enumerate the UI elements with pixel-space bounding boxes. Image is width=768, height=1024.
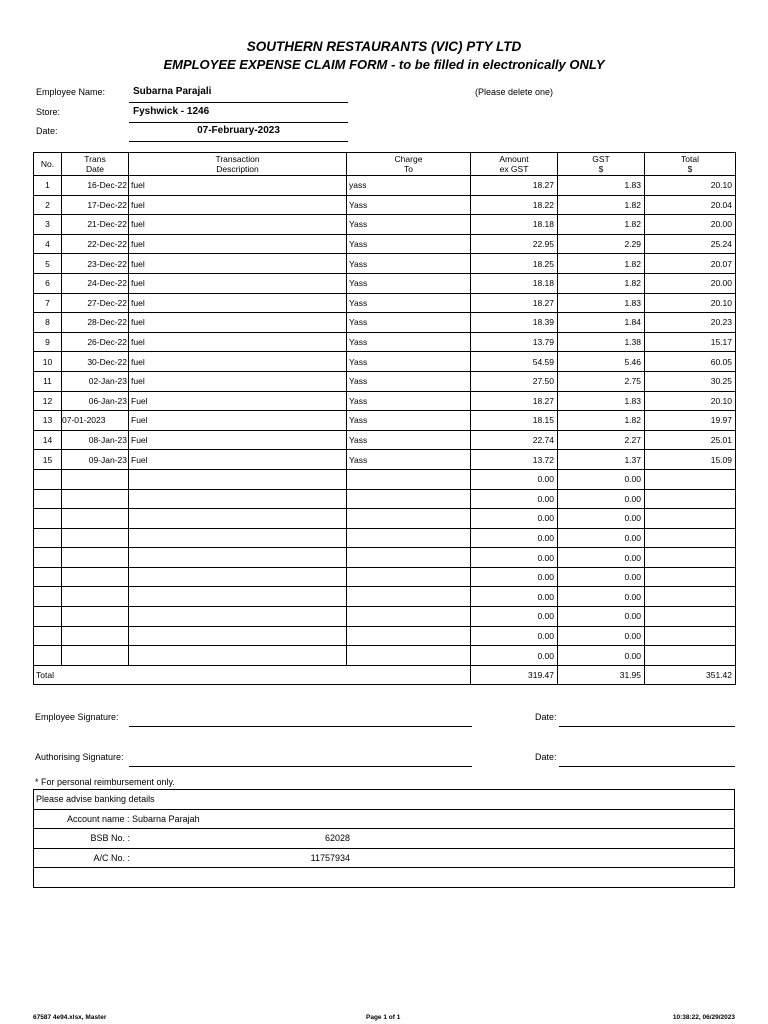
row-charge-to[interactable]: Yass xyxy=(347,411,471,431)
row-number[interactable]: 1 xyxy=(34,176,62,196)
row-amount[interactable]: 18.27 xyxy=(471,293,558,313)
total-amount: 319.47 xyxy=(471,665,558,685)
row-gst[interactable]: 5.46 xyxy=(558,352,645,372)
row-gst[interactable]: 1.82 xyxy=(558,215,645,235)
row-trans-date[interactable]: 27-Dec-22 xyxy=(62,293,129,313)
row-description[interactable]: fuel xyxy=(129,332,347,352)
row-amount[interactable]: 22.95 xyxy=(471,234,558,254)
row-trans-date[interactable]: 09-Jan-23 xyxy=(62,450,129,470)
row-description[interactable]: fuel xyxy=(129,254,347,274)
row-number[interactable] xyxy=(34,587,62,607)
row-trans-date[interactable]: 26-Dec-22 xyxy=(62,332,129,352)
header-amount: Amount ex GST xyxy=(471,153,558,176)
row-total[interactable] xyxy=(645,587,736,607)
row-trans-date[interactable]: 21-Dec-22 xyxy=(62,215,129,235)
row-trans-date[interactable] xyxy=(62,528,129,548)
row-description[interactable] xyxy=(129,626,347,646)
row-gst[interactable]: 0.00 xyxy=(558,469,645,489)
row-description[interactable]: Fuel xyxy=(129,450,347,470)
row-amount[interactable]: 18.15 xyxy=(471,411,558,431)
row-total[interactable]: 30.25 xyxy=(645,371,736,391)
row-total[interactable] xyxy=(645,489,736,509)
row-description[interactable]: fuel xyxy=(129,234,347,254)
row-gst[interactable]: 2.29 xyxy=(558,234,645,254)
row-description[interactable]: Fuel xyxy=(129,391,347,411)
row-charge-to[interactable]: Yass xyxy=(347,391,471,411)
row-amount[interactable]: 27.50 xyxy=(471,371,558,391)
banking-advise: Please advise banking details xyxy=(34,790,735,810)
row-trans-date[interactable] xyxy=(62,626,129,646)
row-gst[interactable]: 2.75 xyxy=(558,371,645,391)
row-charge-to[interactable]: Yass xyxy=(347,352,471,372)
row-amount[interactable]: 0.00 xyxy=(471,646,558,666)
row-gst[interactable]: 1.37 xyxy=(558,450,645,470)
row-trans-date[interactable]: 07-01-2023 xyxy=(62,411,129,431)
row-charge-to[interactable] xyxy=(347,469,471,489)
row-gst[interactable]: 1.83 xyxy=(558,293,645,313)
form-title: EMPLOYEE EXPENSE CLAIM FORM - to be filled in electronically ONLY xyxy=(163,57,605,72)
footer-page: Page 1 of 1 xyxy=(366,1014,401,1021)
row-trans-date[interactable]: 28-Dec-22 xyxy=(62,313,129,333)
row-charge-to[interactable]: Yass xyxy=(347,332,471,352)
row-total[interactable]: 25.01 xyxy=(645,430,736,450)
row-gst[interactable]: 0.00 xyxy=(558,548,645,568)
row-amount[interactable]: 18.22 xyxy=(471,195,558,215)
row-gst[interactable]: 0.00 xyxy=(558,528,645,548)
row-trans-date[interactable]: 16-Dec-22 xyxy=(62,176,129,196)
row-description[interactable] xyxy=(129,607,347,627)
row-gst[interactable]: 1.82 xyxy=(558,273,645,293)
row-trans-date[interactable]: 22-Dec-22 xyxy=(62,234,129,254)
row-amount[interactable]: 54.59 xyxy=(471,352,558,372)
row-charge-to[interactable] xyxy=(347,548,471,568)
row-total[interactable]: 19.97 xyxy=(645,411,736,431)
table-row xyxy=(34,587,736,607)
table-row xyxy=(34,489,736,509)
row-gst[interactable]: 0.00 xyxy=(558,489,645,509)
row-total[interactable]: 25.24 xyxy=(645,234,736,254)
row-charge-to[interactable] xyxy=(347,646,471,666)
row-gst[interactable]: 0.00 xyxy=(558,607,645,627)
header-gst: GST $ xyxy=(558,153,645,176)
row-trans-date[interactable] xyxy=(62,646,129,666)
row-total[interactable]: 20.23 xyxy=(645,313,736,333)
row-number[interactable]: 7 xyxy=(34,293,62,313)
row-charge-to[interactable] xyxy=(347,607,471,627)
row-description[interactable]: fuel xyxy=(129,215,347,235)
row-trans-date[interactable] xyxy=(62,469,129,489)
row-charge-to[interactable]: Yass xyxy=(347,195,471,215)
row-number[interactable]: 11 xyxy=(34,371,62,391)
table-header-row xyxy=(34,153,736,176)
row-amount[interactable]: 22.74 xyxy=(471,430,558,450)
row-amount[interactable]: 0.00 xyxy=(471,567,558,587)
row-number[interactable] xyxy=(34,509,62,529)
row-trans-date[interactable]: 08-Jan-23 xyxy=(62,430,129,450)
row-description[interactable]: Fuel xyxy=(129,411,347,431)
row-total[interactable] xyxy=(645,548,736,568)
row-trans-date[interactable]: 30-Dec-22 xyxy=(62,352,129,372)
row-total[interactable]: 20.00 xyxy=(645,273,736,293)
header-charge-to: Charge To xyxy=(347,153,471,176)
row-number[interactable] xyxy=(34,626,62,646)
row-description[interactable] xyxy=(129,489,347,509)
row-description[interactable] xyxy=(129,509,347,529)
row-number[interactable]: 4 xyxy=(34,234,62,254)
row-gst[interactable]: 0.00 xyxy=(558,646,645,666)
authorising-date-label: Date: xyxy=(535,752,557,762)
header-trans-date: Trans Date xyxy=(62,153,129,176)
ac-label: A/C No. : xyxy=(93,852,130,863)
table-row xyxy=(34,273,736,293)
row-gst[interactable]: 1.38 xyxy=(558,332,645,352)
row-charge-to[interactable] xyxy=(347,509,471,529)
table-row xyxy=(34,430,736,450)
row-description[interactable]: fuel xyxy=(129,313,347,333)
row-number[interactable]: 9 xyxy=(34,332,62,352)
row-description[interactable] xyxy=(129,548,347,568)
account-name-row xyxy=(34,809,735,829)
expense-table xyxy=(33,152,736,685)
row-description[interactable] xyxy=(129,587,347,607)
row-amount[interactable]: 13.72 xyxy=(471,450,558,470)
delete-note: (Please delete one) xyxy=(475,87,554,97)
total-label: Total xyxy=(34,665,471,685)
row-total[interactable]: 20.00 xyxy=(645,215,736,235)
row-number[interactable]: 5 xyxy=(34,254,62,274)
row-gst[interactable]: 1.82 xyxy=(558,254,645,274)
row-number[interactable] xyxy=(34,469,62,489)
ac-row xyxy=(34,848,735,868)
table-row xyxy=(34,567,736,587)
row-total[interactable] xyxy=(645,607,736,627)
row-total[interactable]: 20.10 xyxy=(645,391,736,411)
row-number[interactable]: 15 xyxy=(34,450,62,470)
row-trans-date[interactable]: 06-Jan-23 xyxy=(62,391,129,411)
row-charge-to[interactable] xyxy=(347,528,471,548)
row-description[interactable]: fuel xyxy=(129,273,347,293)
row-number[interactable]: 6 xyxy=(34,273,62,293)
row-total[interactable] xyxy=(645,646,736,666)
row-gst[interactable]: 0.00 xyxy=(558,587,645,607)
row-charge-to[interactable] xyxy=(347,587,471,607)
banking-details-table xyxy=(33,789,735,888)
row-number[interactable]: 3 xyxy=(34,215,62,235)
row-total[interactable] xyxy=(645,528,736,548)
row-number[interactable] xyxy=(34,607,62,627)
row-trans-date[interactable] xyxy=(62,607,129,627)
authorising-signature-line[interactable] xyxy=(129,766,472,767)
row-total[interactable]: 15.09 xyxy=(645,450,736,470)
bsb-value[interactable]: 62028 xyxy=(324,833,350,844)
ac-value[interactable]: 11757934 xyxy=(310,852,350,863)
bsb-row xyxy=(34,829,735,849)
header-no: No. xyxy=(34,153,62,176)
row-description[interactable] xyxy=(129,469,347,489)
row-gst[interactable]: 0.00 xyxy=(558,567,645,587)
row-trans-date[interactable]: 02-Jan-23 xyxy=(62,371,129,391)
row-amount[interactable]: 0.00 xyxy=(471,528,558,548)
authorising-signature-label: Authorising Signature: xyxy=(35,752,124,762)
row-amount[interactable]: 0.00 xyxy=(471,626,558,646)
footer-timestamp: 10:38:22, 06/29/2023 xyxy=(672,1014,735,1021)
row-charge-to[interactable]: Yass xyxy=(347,371,471,391)
total-row xyxy=(34,665,736,685)
table-row xyxy=(34,607,736,627)
row-description[interactable]: fuel xyxy=(129,293,347,313)
row-amount[interactable]: 0.00 xyxy=(471,469,558,489)
row-charge-to[interactable]: Yass xyxy=(347,215,471,235)
row-gst[interactable]: 1.82 xyxy=(558,195,645,215)
row-amount[interactable]: 18.18 xyxy=(471,273,558,293)
row-amount[interactable]: 18.18 xyxy=(471,215,558,235)
row-total[interactable] xyxy=(645,509,736,529)
row-amount[interactable]: 0.00 xyxy=(471,509,558,529)
table-row xyxy=(34,254,736,274)
row-amount[interactable]: 18.25 xyxy=(471,254,558,274)
row-description[interactable]: fuel xyxy=(129,176,347,196)
total-total: 351.42 xyxy=(645,665,736,685)
row-amount[interactable]: 13.79 xyxy=(471,332,558,352)
store-label: Store: xyxy=(36,107,61,117)
table-row xyxy=(34,234,736,254)
account-name[interactable]: Account name : Subarna Parajah xyxy=(34,809,735,829)
employee-name-label: Employee Name: xyxy=(36,87,106,97)
row-gst[interactable]: 0.00 xyxy=(558,509,645,529)
row-total[interactable]: 20.10 xyxy=(645,293,736,313)
row-number[interactable] xyxy=(34,528,62,548)
total-gst: 31.95 xyxy=(558,665,645,685)
employee-name-value[interactable]: Subarna Parajali xyxy=(133,86,212,97)
row-charge-to[interactable]: Yass xyxy=(347,254,471,274)
date-underline xyxy=(129,141,348,142)
employee-name-underline xyxy=(129,102,348,103)
row-trans-date[interactable] xyxy=(62,587,129,607)
table-row xyxy=(34,371,736,391)
table-row xyxy=(34,528,736,548)
row-total[interactable]: 20.07 xyxy=(645,254,736,274)
row-gst[interactable]: 1.82 xyxy=(558,411,645,431)
row-total[interactable] xyxy=(645,469,736,489)
row-description[interactable]: fuel xyxy=(129,195,347,215)
header-total: Total $ xyxy=(645,153,736,176)
employee-date-label: Date: xyxy=(535,712,557,722)
row-description[interactable] xyxy=(129,646,347,666)
row-amount[interactable]: 18.27 xyxy=(471,176,558,196)
row-trans-date[interactable] xyxy=(62,489,129,509)
row-trans-date[interactable] xyxy=(62,509,129,529)
row-trans-date[interactable] xyxy=(62,548,129,568)
row-total[interactable]: 20.04 xyxy=(645,195,736,215)
table-row xyxy=(34,411,736,431)
row-amount[interactable]: 18.39 xyxy=(471,313,558,333)
row-amount[interactable]: 0.00 xyxy=(471,587,558,607)
employee-date-line[interactable] xyxy=(559,726,735,727)
reimbursement-note: * For personal reimbursement only. xyxy=(35,777,175,787)
bank-empty-row xyxy=(34,868,735,888)
row-gst[interactable]: 1.83 xyxy=(558,391,645,411)
row-charge-to[interactable]: Yass xyxy=(347,450,471,470)
row-total[interactable]: 60.05 xyxy=(645,352,736,372)
table-row xyxy=(34,352,736,372)
row-charge-to[interactable]: Yass xyxy=(347,273,471,293)
table-row xyxy=(34,469,736,489)
date-value[interactable]: 07-February-2023 xyxy=(197,125,280,136)
date-label: Date: xyxy=(36,126,58,136)
row-gst[interactable]: 1.84 xyxy=(558,313,645,333)
row-gst[interactable]: 1.83 xyxy=(558,176,645,196)
row-number[interactable]: 12 xyxy=(34,391,62,411)
row-gst[interactable]: 2.27 xyxy=(558,430,645,450)
table-row xyxy=(34,215,736,235)
table-row xyxy=(34,509,736,529)
row-amount[interactable]: 18.27 xyxy=(471,391,558,411)
row-charge-to[interactable]: Yass xyxy=(347,313,471,333)
banking-advise-row xyxy=(34,790,735,810)
row-trans-date[interactable]: 24-Dec-22 xyxy=(62,273,129,293)
row-amount[interactable]: 0.00 xyxy=(471,607,558,627)
company-name: SOUTHERN RESTAURANTS (VIC) PTY LTD xyxy=(246,39,522,54)
table-row xyxy=(34,332,736,352)
row-number[interactable]: 13 xyxy=(34,411,62,431)
row-description[interactable]: Fuel xyxy=(129,430,347,450)
row-charge-to[interactable]: Yass xyxy=(347,430,471,450)
row-description[interactable] xyxy=(129,567,347,587)
table-row xyxy=(34,195,736,215)
row-trans-date[interactable]: 23-Dec-22 xyxy=(62,254,129,274)
row-total[interactable]: 20.10 xyxy=(645,176,736,196)
row-charge-to[interactable]: Yass xyxy=(347,234,471,254)
row-number[interactable]: 10 xyxy=(34,352,62,372)
row-charge-to[interactable] xyxy=(347,489,471,509)
employee-signature-label: Employee Signature: xyxy=(35,712,119,722)
row-gst[interactable]: 0.00 xyxy=(558,626,645,646)
row-total[interactable] xyxy=(645,626,736,646)
row-number[interactable]: 2 xyxy=(34,195,62,215)
authorising-date-line[interactable] xyxy=(559,766,735,767)
table-row xyxy=(34,176,736,196)
store-value[interactable]: Fyshwick - 1246 xyxy=(133,106,210,117)
table-row xyxy=(34,313,736,333)
row-amount[interactable]: 0.00 xyxy=(471,548,558,568)
row-charge-to[interactable]: yass xyxy=(347,176,471,196)
bsb-label: BSB No. : xyxy=(90,833,130,844)
row-trans-date[interactable]: 17-Dec-22 xyxy=(62,195,129,215)
row-number[interactable] xyxy=(34,567,62,587)
footer-file: 67587 4e94.xlsx, Master xyxy=(33,1014,107,1021)
row-trans-date[interactable] xyxy=(62,567,129,587)
row-charge-to[interactable]: Yass xyxy=(347,293,471,313)
row-charge-to[interactable] xyxy=(347,567,471,587)
row-description[interactable] xyxy=(129,528,347,548)
table-row xyxy=(34,450,736,470)
row-total[interactable] xyxy=(645,567,736,587)
row-total[interactable]: 15.17 xyxy=(645,332,736,352)
row-number[interactable]: 8 xyxy=(34,313,62,333)
row-number[interactable]: 14 xyxy=(34,430,62,450)
table-row xyxy=(34,646,736,666)
row-charge-to[interactable] xyxy=(347,626,471,646)
row-description[interactable]: fuel xyxy=(129,371,347,391)
row-amount[interactable]: 0.00 xyxy=(471,489,558,509)
row-number[interactable] xyxy=(34,548,62,568)
row-number[interactable] xyxy=(34,489,62,509)
table-row xyxy=(34,293,736,313)
header-description: Transaction Description xyxy=(129,153,347,176)
store-underline xyxy=(129,122,348,123)
employee-signature-line[interactable] xyxy=(129,726,472,727)
row-number[interactable] xyxy=(34,646,62,666)
table-row xyxy=(34,391,736,411)
row-description[interactable]: fuel xyxy=(129,352,347,372)
table-row xyxy=(34,548,736,568)
table-row xyxy=(34,626,736,646)
